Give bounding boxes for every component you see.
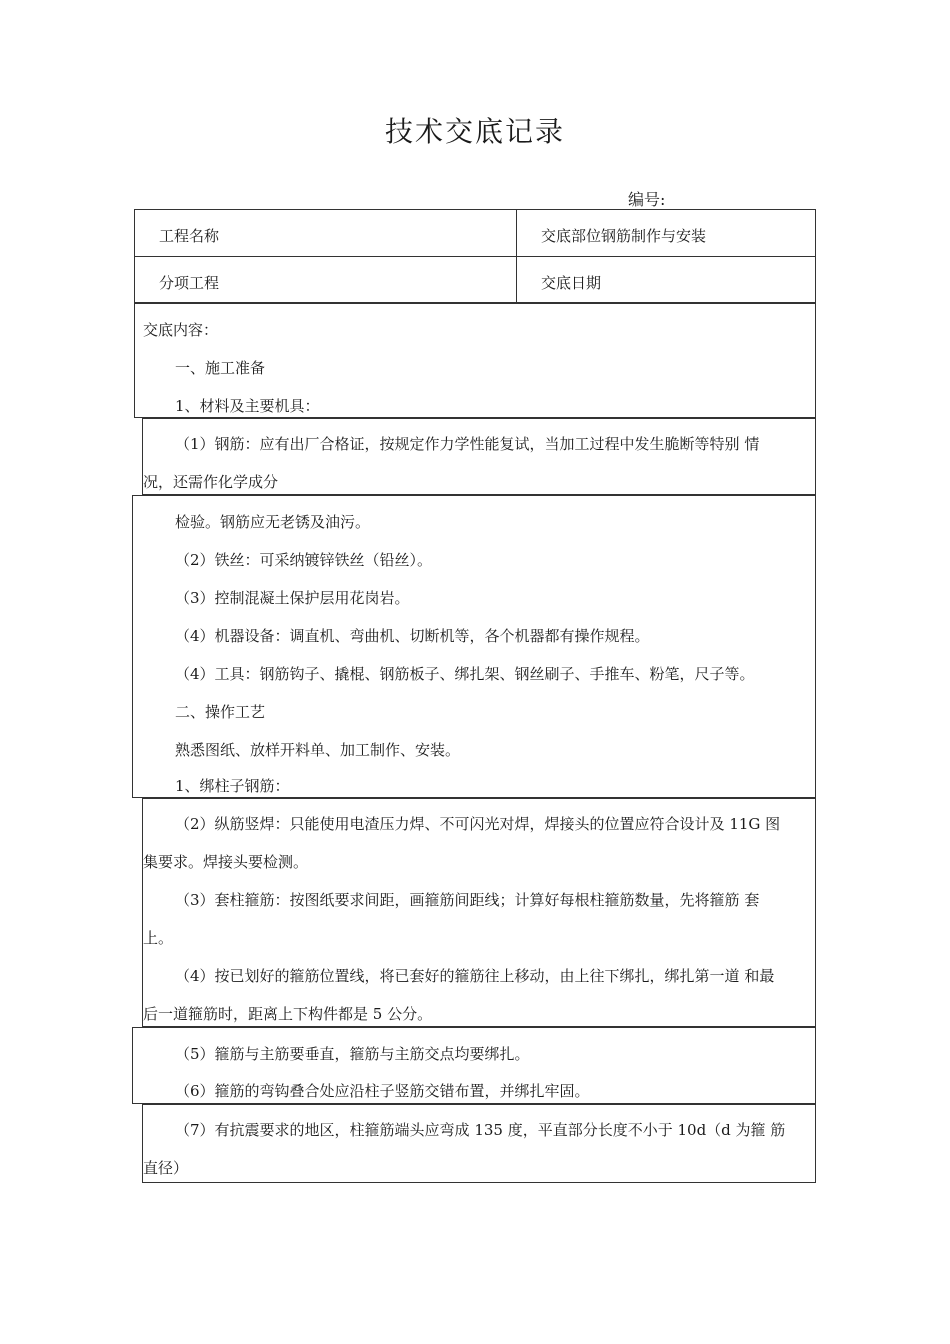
location-label: 交底部位钢筋制作与安装 (541, 227, 707, 245)
steel-line-1: （1）钢筋：应有出厂合格证，按规定作力学性能复试，当加工过程中发生脆断等特别 情 (175, 435, 760, 453)
stirrup-tie-line-1: （4）按已划好的箍筋位置线，将已套好的箍筋往上移动，由上往下绑扎，绑扎第一道 和最 (175, 967, 775, 985)
stirrup-tie-paragraph (143, 957, 815, 1033)
content-block-3 (132, 495, 816, 798)
content-block-6 (142, 1104, 816, 1183)
stirrup-set-paragraph (143, 881, 815, 957)
section-heading-preparation: 一、施工准备 (175, 359, 266, 377)
materials-heading: 1、材料及主要机具： (175, 397, 320, 415)
tools-item: （4）工具：钢筋钩子、撬棍、钢筋板子、绑扎架、钢丝刷子、手推车、粉笔，尺子等。 (175, 665, 755, 683)
document-number-label: 编号: (628, 190, 666, 209)
content-block-1 (134, 303, 816, 418)
steel-continued: 检验。钢筋应无老锈及油污。 (175, 513, 371, 531)
section-heading-operation: 二、操作工艺 (175, 703, 266, 721)
header-table (134, 209, 816, 303)
stirrup-set-line-1: （3）套柱箍筋：按图纸要求间距，画箍筋间距线；计算好每根柱箍筋数量，先将箍筋 套 (175, 891, 760, 909)
content-block-4 (142, 798, 816, 1027)
machines-item: （4）机器设备：调直机、弯曲机、切断机等，各个机器都有操作规程。 (175, 627, 650, 645)
content-block-2 (142, 418, 816, 495)
welding-line-1: （2）纵筋竖焊：只能使用电渣压力焊、不可闪光对焊，焊接头的位置应符合设计及 11G 图 (175, 815, 781, 833)
content-intro: 交底内容： (143, 321, 219, 339)
steel-paragraph (143, 425, 815, 501)
sub-project-label: 分项工程 (159, 274, 220, 292)
stirrup-perpendicular-item: （5）箍筋与主筋要垂直，箍筋与主筋交点均要绑扎。 (175, 1045, 530, 1063)
stirrup-hook-item: （6）箍筋的弯钩叠合处应沿柱子竖筋交错布置，并绑扎牢固。 (175, 1082, 590, 1100)
content-block-5 (132, 1027, 816, 1104)
page-title: 技术交底记录 (384, 115, 565, 148)
stirrup-tie-line-2: 后一道箍筋时，距离上下构件都是 5 公分。 (143, 1005, 433, 1023)
wire-item: （2）铁丝：可采纳镀锌铁丝（铅丝）。 (175, 551, 433, 569)
column-rebar-heading: 1、绑柱子钢筋： (175, 777, 290, 795)
seismic-paragraph (143, 1111, 815, 1187)
granite-item: （3）控制混凝土保护层用花岗岩。 (175, 589, 410, 607)
welding-paragraph (143, 805, 815, 881)
header-divider-horizontal (135, 256, 815, 257)
project-name-label: 工程名称 (159, 227, 220, 245)
seismic-line-2: 直径） (143, 1159, 189, 1177)
process-text: 熟悉图纸、放样开料单、加工制作、安装。 (175, 741, 461, 759)
seismic-line-1: （7）有抗震要求的地区，柱箍筋端头应弯成 135 度，平直部分长度不小于 10d（d 为箍 筋 (175, 1121, 786, 1139)
stirrup-set-line-2: 上。 (143, 929, 174, 947)
welding-line-2: 集要求。焊接头要检测。 (143, 853, 309, 871)
date-label: 交底日期 (541, 274, 602, 292)
steel-line-2: 况，还需作化学成分 (143, 473, 279, 491)
